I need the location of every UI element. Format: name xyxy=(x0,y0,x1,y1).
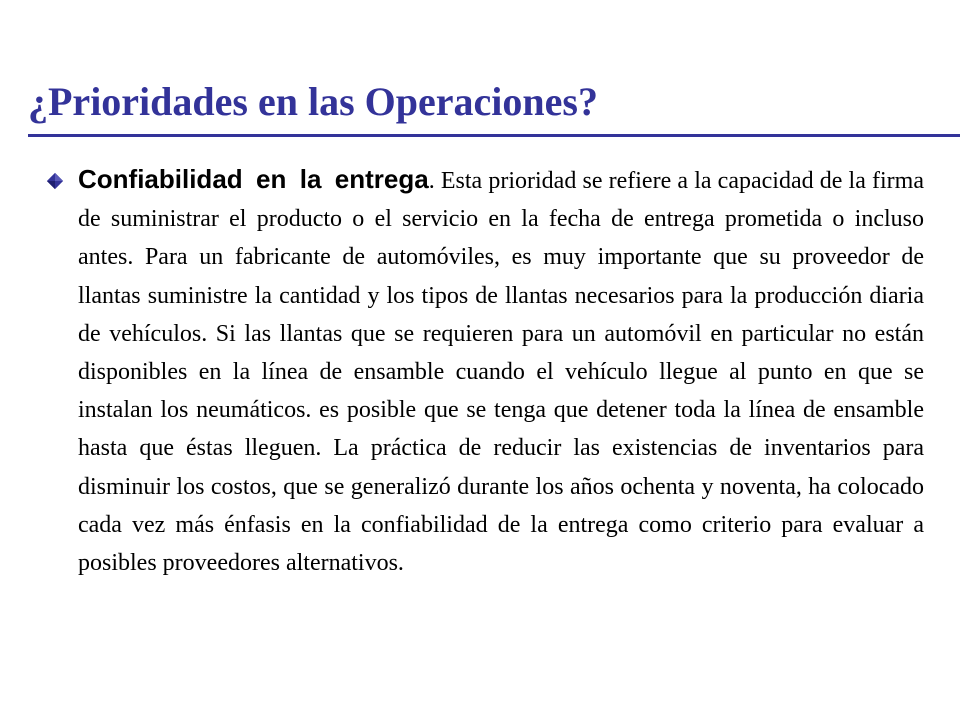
bullet-lead: Confiabilidad en la entrega xyxy=(78,164,429,194)
diamond-bullet-icon xyxy=(46,172,64,190)
bullet-text: . Esta prioridad se refiere a la capacidad de la firma de suministrar el producto o el servicio en la fecha de entrega prometida o incluso antes. Para un fabricante de automóviles, es muy importante que su proveedor de llantas suministre la cantidad y los tipos de llantas necesarios para la producción diaria de vehículos. Si las llantas que se requieren para un automóvil en particular no están disponibles en la línea de ensamble cuando el vehículo llegue al punto en que se instalan los neumáticos. es posible que se tenga que detener toda la línea de ensamble hasta que éstas lleguen. La práctica de reducir las existencias de inventarios para disminuir los costos, que se generalizó durante los años ochenta y noventa, ha colocado cada vez más énfasis en la confiabilidad de la entrega como criterio para evaluar a posibles proveedores alternativos. xyxy=(78,168,924,577)
slide-title: ¿Prioridades en las Operaciones? xyxy=(28,79,598,124)
bullet-paragraph xyxy=(78,160,924,582)
title-underline xyxy=(28,134,960,137)
